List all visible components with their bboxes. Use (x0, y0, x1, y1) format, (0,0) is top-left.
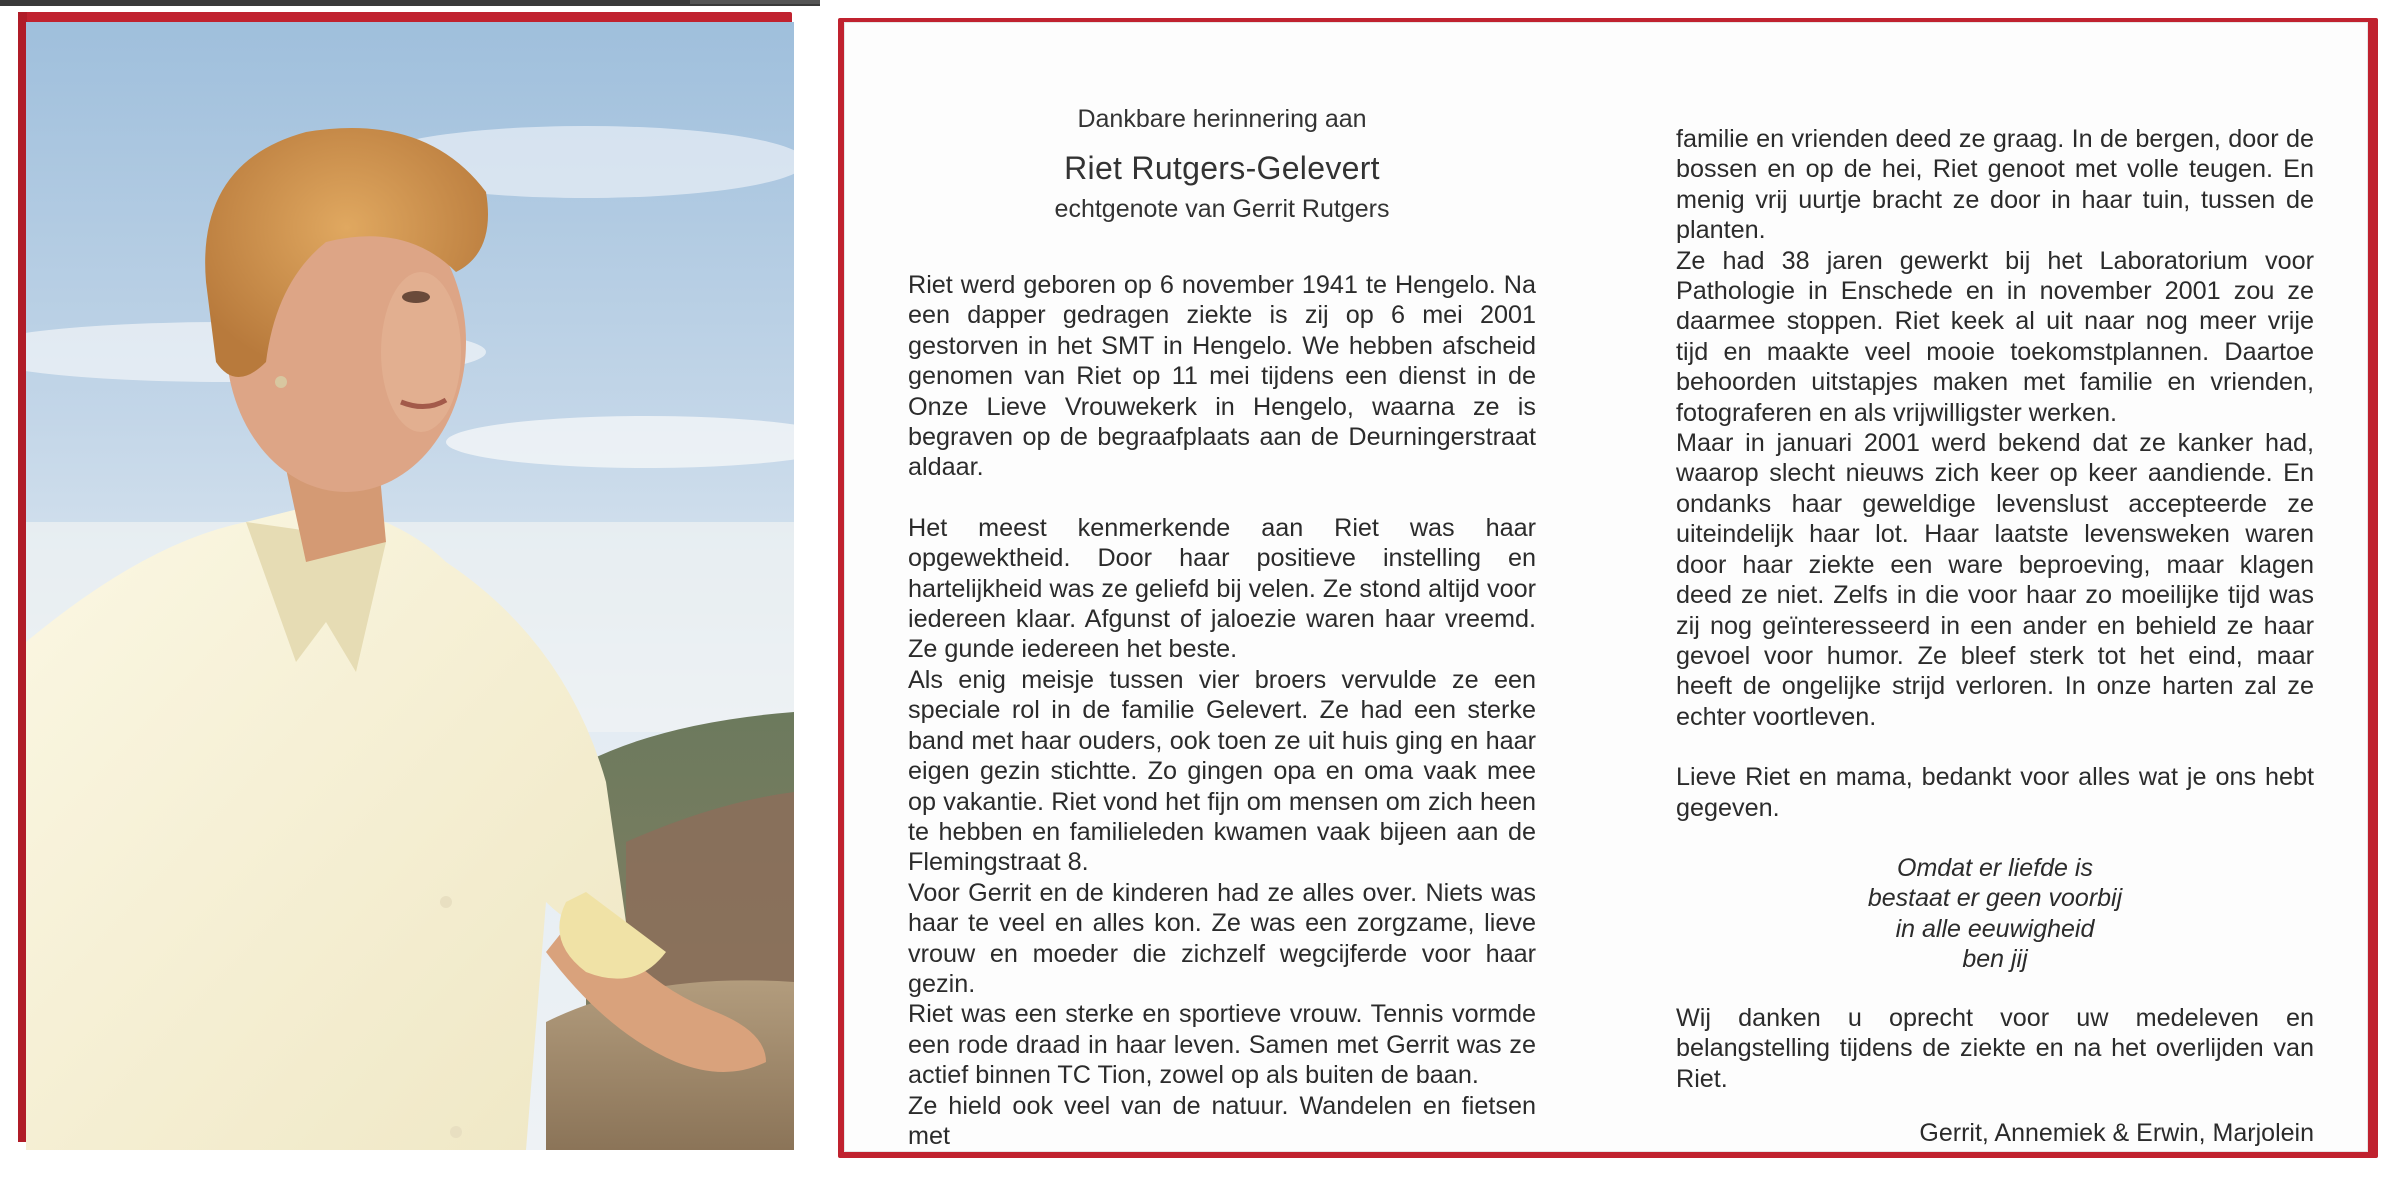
poem (1676, 853, 2314, 975)
spouse-line: echtgenote van Gerrit Rutgers (1054, 195, 1390, 223)
paragraph-illness: Maar in januari 2001 werd bekend dat ze kanker had, waarop slecht nieuws zich keer op keer aandiende. En ondanks haar geweldige levenslust accepteerde ze uiteindelijk haar lot. Haar laatste levensweken waren door haar ziekte een ware beproeving, maar klagen deed ze niet. Zelfs in die voor haar zo moeilijke tijd was zij nog geïnteresseerd in een ander en behield ze haar gevoel voor humor. Ze bleef sterk tot het eind, maar heeft de ongelijke strijd verloren. In onze harten zal ze echter voortleven. (1676, 429, 2314, 731)
paragraph-family: Als enig meisje tussen vier broers vervulde ze een speciale rol in de familie Gelevert. Ze had een sterke band met haar ouders, ook toen ze uit huis ging en haar eigen gezin stichtte. Zo gingen opa en oma vaak mee op vakantie. Riet vond het fijn om mensen om zich heen te hebben en familieleden kwamen vaak bijeen aan de Flemingstraat 8. (908, 665, 1536, 877)
portrait-illustration (26, 22, 794, 1150)
deceased-name: Riet Rutgers-Gelevert (1064, 150, 1380, 186)
shirt-button (440, 896, 452, 908)
family-signoff: Gerrit, Annemiek & Erwin, Marjolein (1919, 1119, 2314, 1148)
poem-line: bestaat er geen voorbij (1867, 884, 2123, 913)
poem-line: ben jij (1962, 945, 2028, 974)
paragraph-farewell: Lieve Riet en mama, bedankt voor alles wat je ons hebt gegeven. (1676, 763, 2314, 822)
paragraph-gap (908, 483, 1536, 513)
shirt-button (450, 1126, 462, 1138)
paragraph-character: Het meest kenmerkende aan Riet was haar opgewektheid. Door haar positieve instelling en hartelijkheid was ze geliefd bij velen. Ze stond altijd voor iedereen klaar. Afgunst of jaloezie waren haar vreemd. Ze gunde iedereen het beste. (908, 513, 1536, 664)
memorial-card-text-page (844, 22, 2368, 1152)
poem-line: in alle eeuwigheid (1895, 914, 2095, 943)
paragraph-sports: Riet was een sterke en sportieve vrouw. Tennis vormde een rode draad in haar leven. Samen met Gerrit was ze actief binnen TC Tion, zowel op als buiten de baan. (908, 1000, 1536, 1090)
earring (275, 376, 287, 388)
paragraph-husband-children: Voor Gerrit en de kinderen had ze alles over. Niets was haar te veel en alles kon. Ze was een zorgzame, lieve vrouw en moeder die zichzelf wegcijferde voor haar gezin. (908, 878, 1536, 998)
intro-line: Dankbare herinnering aan (1077, 105, 1367, 133)
left-text-column (908, 270, 1536, 1151)
scan-edge-strip-dark (690, 0, 820, 4)
poem-line: Omdat er liefde is (1897, 853, 2093, 882)
eye (402, 291, 430, 303)
paragraph-gap (1676, 732, 2314, 762)
portrait-photo (26, 22, 794, 1150)
paragraph-work: Ze had 38 jaren gewerkt bij het Laboratorium voor Pathologie in Enschede en in november 2001 zou ze daarmee stoppen. Riet keek al uit naar nog meer vrije tijd en maakte veel mooie toekomstplannen. Daartoe behoorden uitstapjes maken met familie en vrienden, fotograferen en als vrijwilligster werken. (1676, 246, 2314, 427)
paragraph-nature-start: Ze hield ook veel van de natuur. Wandelen en fietsen met (908, 1091, 1536, 1150)
paragraph-nature-end: familie en vrienden deed ze graag. In de bergen, door de bossen en op de hei, Riet genoot met volle teugen. En menig vrij uurtje bracht ze door in haar tuin, tussen de planten. (1676, 125, 2314, 245)
card-header (908, 104, 1536, 224)
right-text-column (1676, 124, 2314, 1149)
paragraph-birth-death: Riet werd geboren op 6 november 1941 te Hengelo. Na een dapper gedragen ziekte is zij op 6 mei 2001 gestorven in het SMT in Hengelo. We hebben afscheid genomen van Riet op 11 mei tijdens een dienst in de Onze Lieve Vrouwekerk in Hengelo, waarna ze is begraven op de begraafplaats aan de Deurningerstraat aldaar. (908, 271, 1536, 482)
thanks-paragraph: Wij danken u oprecht voor uw medeleven en belangstelling tijdens de ziekte en na het overlijden van Riet. (1676, 1003, 2314, 1093)
